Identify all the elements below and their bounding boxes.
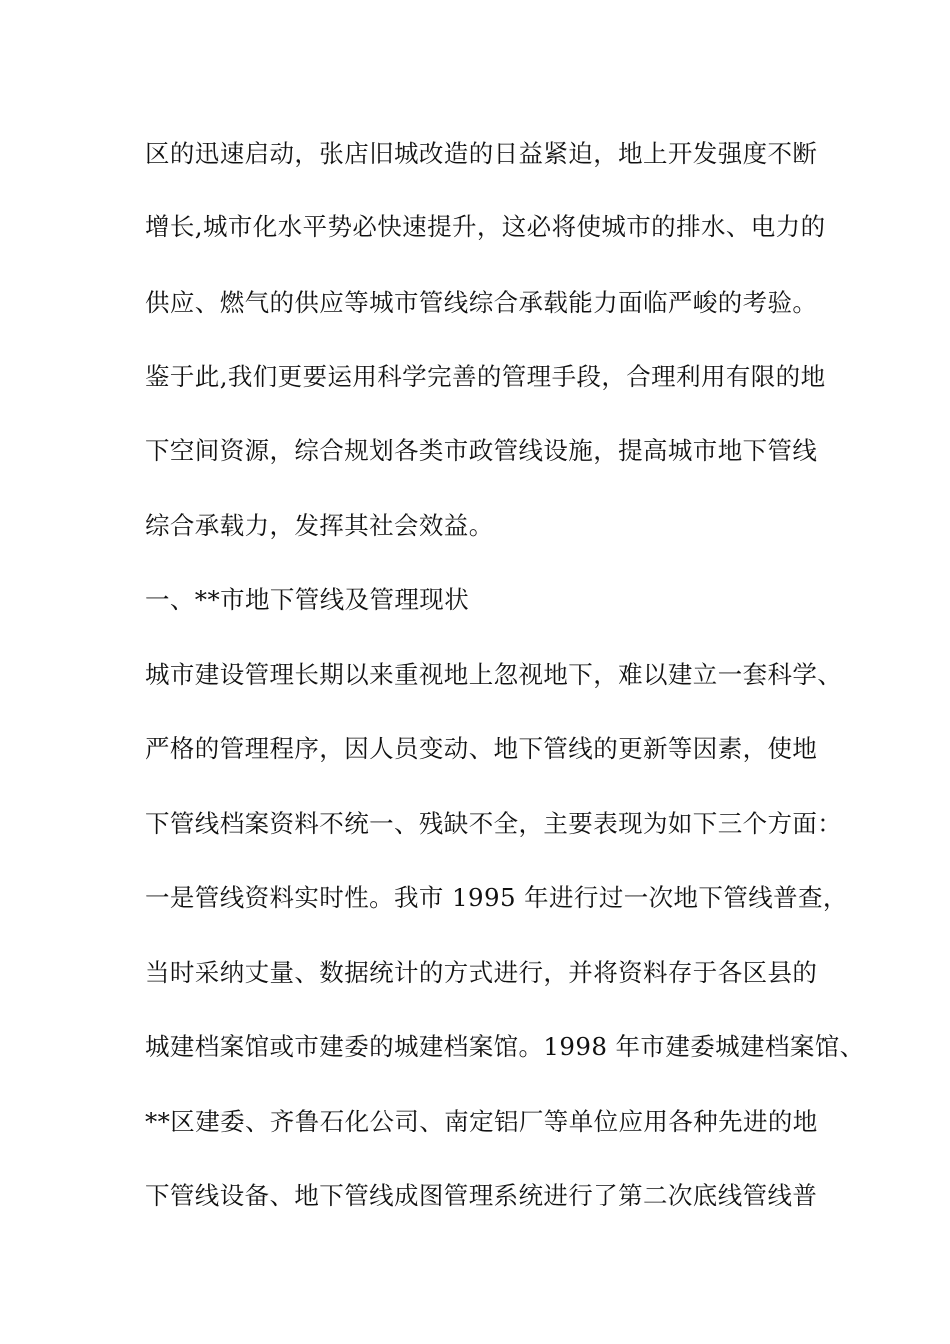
text-line-11: 一是管线资料实时性。我市 1995 年进行过一次地下管线普查，	[145, 883, 848, 912]
text-line-15: 下管线设备、地下管线成图管理系统进行了第二次底线管线普	[145, 1181, 818, 1210]
text-line-9: 严格的管理程序，因人员变动、地下管线的更新等因素，使地	[145, 734, 818, 763]
text-line-5: 下空间资源，综合规划各类市政管线设施，提高城市地下管线	[145, 436, 818, 465]
text-line-8: 城市建设管理长期以来重视地上忽视地下，难以建立一套科学、	[145, 660, 843, 689]
text-line-12: 当时采纳丈量、数据统计的方式进行，并将资料存于各区县的	[145, 958, 818, 987]
text-line-13: 城建档案馆或市建委的城建档案馆。1998 年市建委城建档案馆、	[145, 1032, 865, 1061]
text-line-4: 鉴于此,我们更要运用科学完善的管理手段，合理利用有限的地	[145, 362, 826, 391]
text-line-10: 下管线档案资料不统一、残缺不全，主要表现为如下三个方面：	[145, 809, 843, 838]
text-line-3: 供应、燃气的供应等城市管线综合承载能力面临严峻的考验。	[145, 288, 818, 317]
text-line-6: 综合承载力，发挥其社会效益。	[145, 511, 494, 540]
text-line-2: 增长,城市化水平势必快速提升，这必将使城市的排水、电力的	[145, 212, 826, 241]
section-heading: 一、**市地下管线及管理现状	[145, 585, 470, 614]
text-line-14: **区建委、齐鲁石化公司、南定铝厂等单位应用各种先进的地	[145, 1107, 818, 1136]
text-line-1: 区的迅速启动，张店旧城改造的日益紧迫，地上开发强度不断	[145, 139, 818, 168]
